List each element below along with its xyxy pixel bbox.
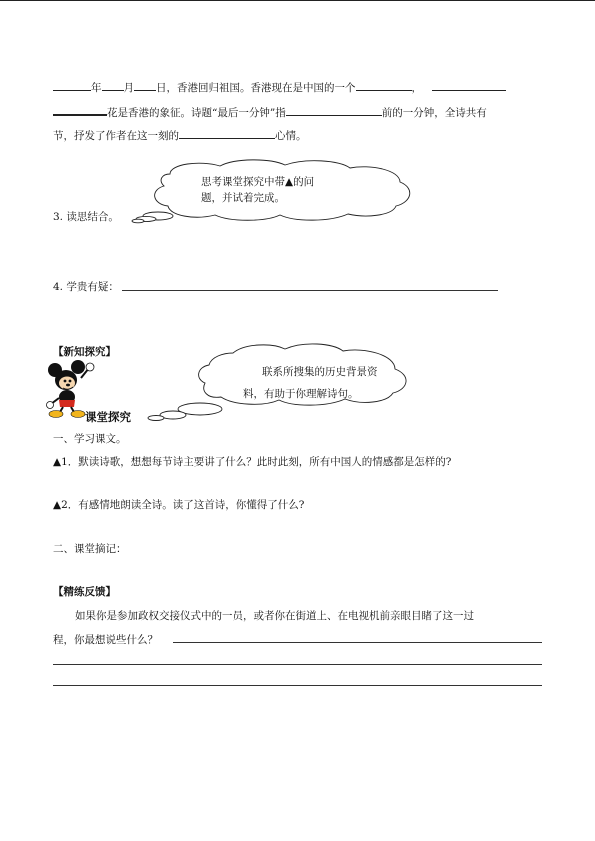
cloud-2-line-2: 料，有助于你理解诗句。 — [243, 388, 359, 400]
cloud-2-line-1: 联系所搜集的历史背景资 — [262, 366, 378, 378]
item-4-answer-line[interactable] — [122, 290, 498, 291]
practice-title: 【精练反馈】 — [53, 586, 116, 598]
flower-blank[interactable] — [432, 79, 506, 91]
practice-answer-line-1[interactable] — [173, 642, 542, 643]
classroom-title: 课堂探究 — [85, 410, 131, 424]
year-blank[interactable] — [53, 79, 91, 91]
practice-line-1: 如果你是参加政权交接仪式中的一员，或者你在街道上、在电视机前亲眼目睹了这一过 — [75, 610, 474, 622]
practice-line-2: 程，你最想说些什么？ — [53, 634, 158, 646]
study-heading: 一、学习课文。 — [53, 433, 127, 445]
item-3-label: 3. 读思结合。 — [53, 211, 119, 223]
practice-answer-line-2[interactable] — [53, 664, 542, 665]
item-4-label: 4. 学贵有疑： — [53, 281, 119, 293]
question-1: ▲1．默读诗歌，想想每节诗主要讲了什么？此时此刻，所有中国人的情感都是怎样的? — [53, 456, 452, 468]
intro-line-1: 年 月 日，香港回归祖国。香港现在是中国的一个 ， — [53, 79, 506, 95]
thought-cloud-2 — [133, 343, 413, 421]
question-2: ▲2．有感情地朗读全诗。读了这首诗，你懂得了什么? — [53, 499, 305, 511]
notes-heading: 二、课堂摘记： — [53, 543, 127, 555]
moment-blank[interactable] — [286, 104, 382, 116]
day-blank[interactable] — [134, 79, 156, 91]
month-blank[interactable] — [102, 79, 124, 91]
intro-line-2: 花是香港的象征。诗题“最后一分钟”指 前的一分钟，全诗共有 — [53, 103, 487, 120]
feeling-blank[interactable] — [179, 127, 275, 139]
cloud-1-line-2: 题，并试着完成。 — [201, 192, 285, 204]
flower-name-blank[interactable] — [53, 103, 107, 116]
intro-line-3: 节，抒发了作者在这一刻的 心情。 — [53, 127, 307, 143]
page-top-border — [0, 0, 595, 1]
section-new-title: 【新知探究】 — [53, 346, 116, 358]
practice-answer-line-3[interactable] — [53, 685, 542, 686]
region-blank[interactable] — [356, 79, 412, 91]
cloud-1-line-1: 思考课堂探究中带▲的问 — [201, 176, 315, 188]
